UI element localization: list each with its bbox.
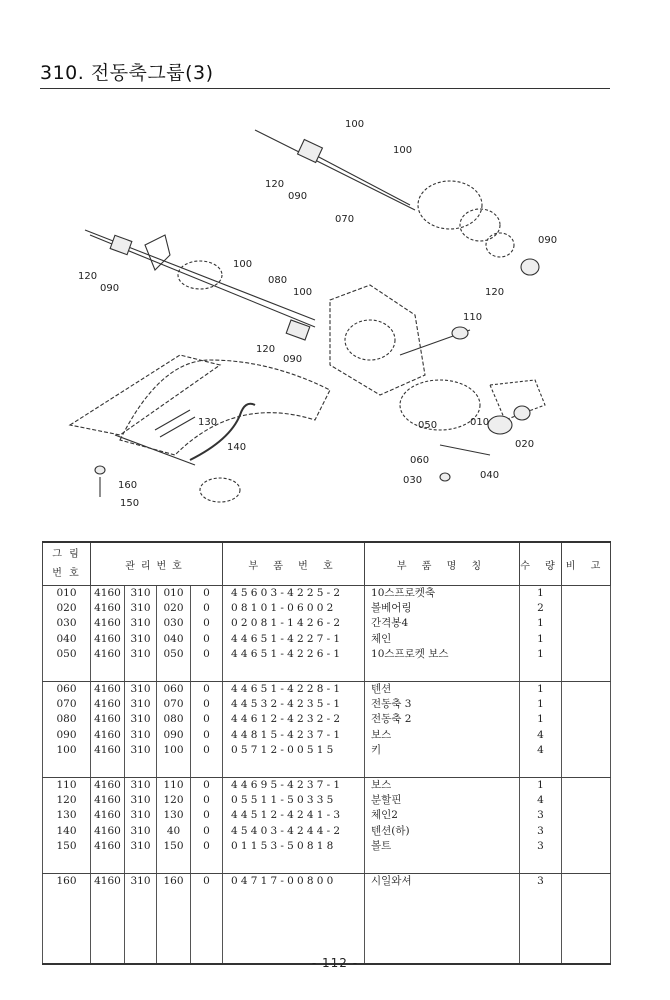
callout-label: 160 — [118, 480, 138, 491]
cell-value — [562, 601, 610, 616]
cell-value: 310 — [130, 743, 151, 756]
cell-value: 4160 — [94, 875, 121, 887]
cell-value — [562, 616, 610, 631]
cell-value — [562, 697, 610, 712]
cell-value: 3 — [537, 839, 544, 852]
cell-value: 1 — [537, 779, 544, 791]
cell-m3 — [157, 778, 191, 874]
cell-m1 — [91, 778, 125, 874]
cell-value: 020 — [56, 602, 77, 615]
cell-value: 120 — [56, 794, 77, 807]
page-title: 310. 전동축그룹(3) — [40, 62, 214, 84]
cell-value — [562, 632, 610, 647]
cell-value: 090 — [163, 728, 184, 741]
cell-qty — [520, 682, 562, 778]
cell-part — [223, 874, 365, 964]
callout-label: 150 — [120, 498, 140, 509]
cell-value: 310 — [130, 617, 151, 630]
callout-label: 020 — [515, 439, 535, 450]
cell-value: 볼베어링 — [371, 602, 412, 615]
cell-value: 02081-1426-2 — [231, 617, 344, 630]
cell-value: 1 — [537, 632, 544, 645]
diagram-callouts — [78, 119, 557, 509]
cell-qty — [520, 778, 562, 874]
table-row-group — [43, 874, 611, 964]
cell-m4 — [191, 778, 223, 874]
cell-value: 4160 — [94, 809, 121, 822]
cell-value: 160 — [163, 875, 184, 887]
cell-value — [562, 682, 610, 697]
callout-label: 030 — [403, 475, 423, 486]
cell-value: 1 — [537, 617, 544, 630]
cell-value: 10스프로켓 보스 — [371, 647, 449, 660]
cell-m2 — [125, 874, 157, 964]
cell-value: 4160 — [94, 794, 121, 807]
cell-value: 볼트 — [371, 839, 392, 852]
cell-value: 4 — [537, 794, 544, 807]
cell-value: 텐션 — [371, 683, 392, 695]
cell-value: 08101-06002 — [231, 602, 337, 615]
cell-value: 090 — [56, 728, 77, 741]
cell-value: 1 — [537, 647, 544, 660]
cell-value: 4160 — [94, 602, 121, 615]
cell-value: 간격봉4 — [371, 617, 409, 630]
cell-value: 150 — [56, 839, 77, 852]
cell-value: 4160 — [94, 617, 121, 630]
callout-label: 090 — [538, 235, 558, 246]
cell-value: 0 — [203, 875, 210, 887]
cell-value: 44651-4226-1 — [231, 647, 344, 660]
cell-value: 310 — [130, 602, 151, 615]
cell-value — [562, 647, 610, 662]
callout-label: 060 — [410, 455, 430, 466]
cell-value — [562, 839, 610, 854]
cell-value: 10스프로켓축 — [371, 587, 436, 599]
cell-value: 44815-4237-1 — [231, 728, 344, 741]
cell-value: 4160 — [94, 647, 121, 660]
cell-value: 4160 — [94, 824, 121, 837]
cell-value: 0 — [203, 617, 210, 630]
cell-value — [562, 586, 610, 601]
cell-m2 — [125, 778, 157, 874]
cell-value: 44532-4235-1 — [231, 698, 344, 711]
cell-name — [365, 586, 520, 682]
cell-name — [365, 874, 520, 964]
cell-value: 44651-4227-1 — [231, 632, 344, 645]
cell-value: 140 — [56, 824, 77, 837]
cell-value: 4160 — [94, 728, 121, 741]
cell-value: 0 — [203, 824, 210, 837]
cell-part — [223, 586, 365, 682]
callout-label: 090 — [100, 283, 120, 294]
cell-m3 — [157, 586, 191, 682]
cell-value: 0 — [203, 839, 210, 852]
callout-label: 070 — [335, 214, 355, 225]
cell-no — [43, 682, 91, 778]
cell-value: 010 — [163, 587, 184, 599]
cell-value: 310 — [130, 839, 151, 852]
cell-value: 310 — [130, 587, 151, 599]
cell-value: 4160 — [94, 632, 121, 645]
cell-value: 130 — [163, 809, 184, 822]
cell-note — [562, 778, 611, 874]
cell-value: 44695-4237-1 — [231, 779, 344, 791]
cell-value: 080 — [163, 713, 184, 726]
cell-value: 44512-4241-3 — [231, 809, 344, 822]
cell-value: 전동축 2 — [371, 713, 412, 726]
cell-m2 — [125, 586, 157, 682]
cell-value: 100 — [56, 743, 77, 756]
cell-value — [562, 712, 610, 727]
cell-value: 110 — [56, 779, 77, 791]
header-note: 비 고 — [562, 542, 611, 586]
callout-label: 120 — [78, 271, 98, 282]
cell-value: 120 — [163, 794, 184, 807]
cell-m4 — [191, 874, 223, 964]
cell-value: 05511-50335 — [231, 794, 337, 807]
callout-label: 110 — [463, 312, 483, 323]
cell-value — [562, 743, 610, 758]
callout-label: 120 — [265, 179, 285, 190]
cell-value: 130 — [56, 809, 77, 822]
cell-value: 070 — [56, 698, 77, 711]
cell-value: 키 — [371, 743, 382, 756]
cell-value — [562, 728, 610, 743]
cell-value: 4160 — [94, 713, 121, 726]
cell-value: 3 — [537, 809, 544, 822]
table-header-row — [43, 542, 611, 586]
cell-value: 보스 — [371, 728, 392, 741]
cell-m1 — [91, 586, 125, 682]
cell-value: 4 — [537, 743, 544, 756]
cell-value: 1 — [537, 713, 544, 726]
cell-value: 시일와셔 — [371, 875, 412, 887]
cell-value: 0 — [203, 683, 210, 695]
cell-value: 310 — [130, 632, 151, 645]
cell-value: 4160 — [94, 698, 121, 711]
cell-note — [562, 682, 611, 778]
callout-label: 080 — [268, 275, 288, 286]
cell-value: 4160 — [94, 779, 121, 791]
cell-value: 010 — [56, 587, 77, 599]
page-number: - 112 - — [311, 956, 359, 970]
callout-label: 100 — [393, 145, 413, 156]
cell-value: 45403-4244-2 — [231, 824, 344, 837]
cell-value: 310 — [130, 794, 151, 807]
cell-value: 310 — [130, 683, 151, 695]
cell-value: 4160 — [94, 587, 121, 599]
callout-label: 090 — [283, 354, 303, 365]
cell-value: 310 — [130, 713, 151, 726]
cell-value: 44651-4228-1 — [231, 683, 344, 695]
cell-value: 310 — [130, 779, 151, 791]
cell-no — [43, 778, 91, 874]
cell-value: 0 — [203, 602, 210, 615]
cell-value: 310 — [130, 824, 151, 837]
cell-value: 310 — [130, 647, 151, 660]
cell-value: 1 — [537, 587, 544, 599]
callout-label: 100 — [293, 287, 313, 298]
cell-value: 1 — [537, 698, 544, 711]
callout-label: 140 — [227, 442, 247, 453]
callout-label: 090 — [288, 191, 308, 202]
cell-name — [365, 682, 520, 778]
header-no: 그 림 번 호 — [43, 542, 91, 586]
cell-value: 310 — [130, 875, 151, 887]
cell-note — [562, 874, 611, 964]
callout-label: 010 — [470, 417, 490, 428]
cell-value: 030 — [163, 617, 184, 630]
cell-value: 060 — [163, 683, 184, 695]
cell-value: 분할핀 — [371, 794, 402, 807]
cell-value: 0 — [203, 794, 210, 807]
callout-label: 100 — [233, 259, 253, 270]
cell-part — [223, 778, 365, 874]
gearbox — [330, 285, 425, 395]
cell-m1 — [91, 682, 125, 778]
cell-value: 160 — [56, 875, 77, 887]
cell-value: 01153-50818 — [231, 839, 337, 852]
cell-no — [43, 874, 91, 964]
cell-value: 1 — [537, 683, 544, 695]
cell-value: 전동축 3 — [371, 698, 412, 711]
cell-value — [562, 824, 610, 839]
cell-value: 060 — [56, 683, 77, 695]
cell-value — [562, 793, 610, 808]
cell-m1 — [91, 874, 125, 964]
callout-label: 130 — [198, 417, 218, 428]
cell-value: 45603-4225-2 — [231, 587, 344, 599]
cell-value: 44612-4232-2 — [231, 713, 344, 726]
callout-label: 100 — [345, 119, 365, 130]
cell-value: 0 — [203, 743, 210, 756]
header-name: 부 품 명 칭 — [365, 542, 520, 586]
diagram-svg — [60, 105, 580, 520]
cell-value: 040 — [163, 632, 184, 645]
cell-value: 체인 — [371, 632, 392, 645]
cell-value: 보스 — [371, 779, 392, 791]
cell-part — [223, 682, 365, 778]
cell-value: 150 — [163, 839, 184, 852]
cell-value: 40 — [166, 824, 181, 837]
cell-value: 080 — [56, 713, 77, 726]
cell-m3 — [157, 874, 191, 964]
cell-value: 110 — [163, 779, 184, 791]
cell-value: 020 — [163, 602, 184, 615]
cell-m2 — [125, 682, 157, 778]
cell-no — [43, 586, 91, 682]
cell-value: 0 — [203, 647, 210, 660]
cell-note — [562, 586, 611, 682]
cell-value — [562, 778, 610, 793]
cell-qty — [520, 586, 562, 682]
callout-label: 040 — [480, 470, 500, 481]
parts-table — [42, 541, 611, 965]
cell-value: 0 — [203, 587, 210, 599]
cell-qty — [520, 874, 562, 964]
header-qty: 수 량 — [520, 542, 562, 586]
header-part-no: 부 품 번 호 — [223, 542, 365, 586]
cell-value: 0 — [203, 713, 210, 726]
cell-value: 050 — [163, 647, 184, 660]
cell-value: 0 — [203, 698, 210, 711]
cell-value: 4160 — [94, 743, 121, 756]
cell-value: 310 — [130, 698, 151, 711]
callout-label: 050 — [418, 420, 438, 431]
table-row-group — [43, 586, 611, 682]
cell-value: 05712-00515 — [231, 743, 337, 756]
cell-value: 체인2 — [371, 809, 398, 822]
cell-value: 2 — [537, 602, 544, 615]
cell-value: 3 — [537, 824, 544, 837]
table-row-group — [43, 778, 611, 874]
cell-value: 4160 — [94, 683, 121, 695]
cell-value: 310 — [130, 728, 151, 741]
table-row-group — [43, 682, 611, 778]
cell-value: 310 — [130, 809, 151, 822]
cell-value: 0 — [203, 809, 210, 822]
cell-m3 — [157, 682, 191, 778]
header-mgmt: 관리번호 — [91, 542, 223, 586]
cell-name — [365, 778, 520, 874]
cell-m4 — [191, 682, 223, 778]
cell-m4 — [191, 586, 223, 682]
exploded-parts-diagram — [60, 105, 580, 520]
cell-value: 3 — [537, 875, 544, 887]
cell-value: 030 — [56, 617, 77, 630]
callout-label: 120 — [485, 287, 505, 298]
cell-value: 4 — [537, 728, 544, 741]
callout-label: 120 — [256, 344, 276, 355]
cell-value — [562, 874, 610, 889]
cell-value: 0 — [203, 728, 210, 741]
shaft-070 — [255, 130, 415, 210]
cell-value: 100 — [163, 743, 184, 756]
cell-value: 040 — [56, 632, 77, 645]
cell-value — [562, 808, 610, 823]
title-rule — [40, 88, 610, 89]
chain-130 — [155, 410, 195, 437]
cell-value: 0 — [203, 632, 210, 645]
cell-value: 070 — [163, 698, 184, 711]
cell-value: 텐션(하) — [371, 824, 410, 837]
cell-value: 050 — [56, 647, 77, 660]
cell-value: 4160 — [94, 839, 121, 852]
cell-value: 04717-00800 — [231, 875, 337, 887]
parts-table-body — [43, 586, 611, 964]
cell-value: 0 — [203, 779, 210, 791]
